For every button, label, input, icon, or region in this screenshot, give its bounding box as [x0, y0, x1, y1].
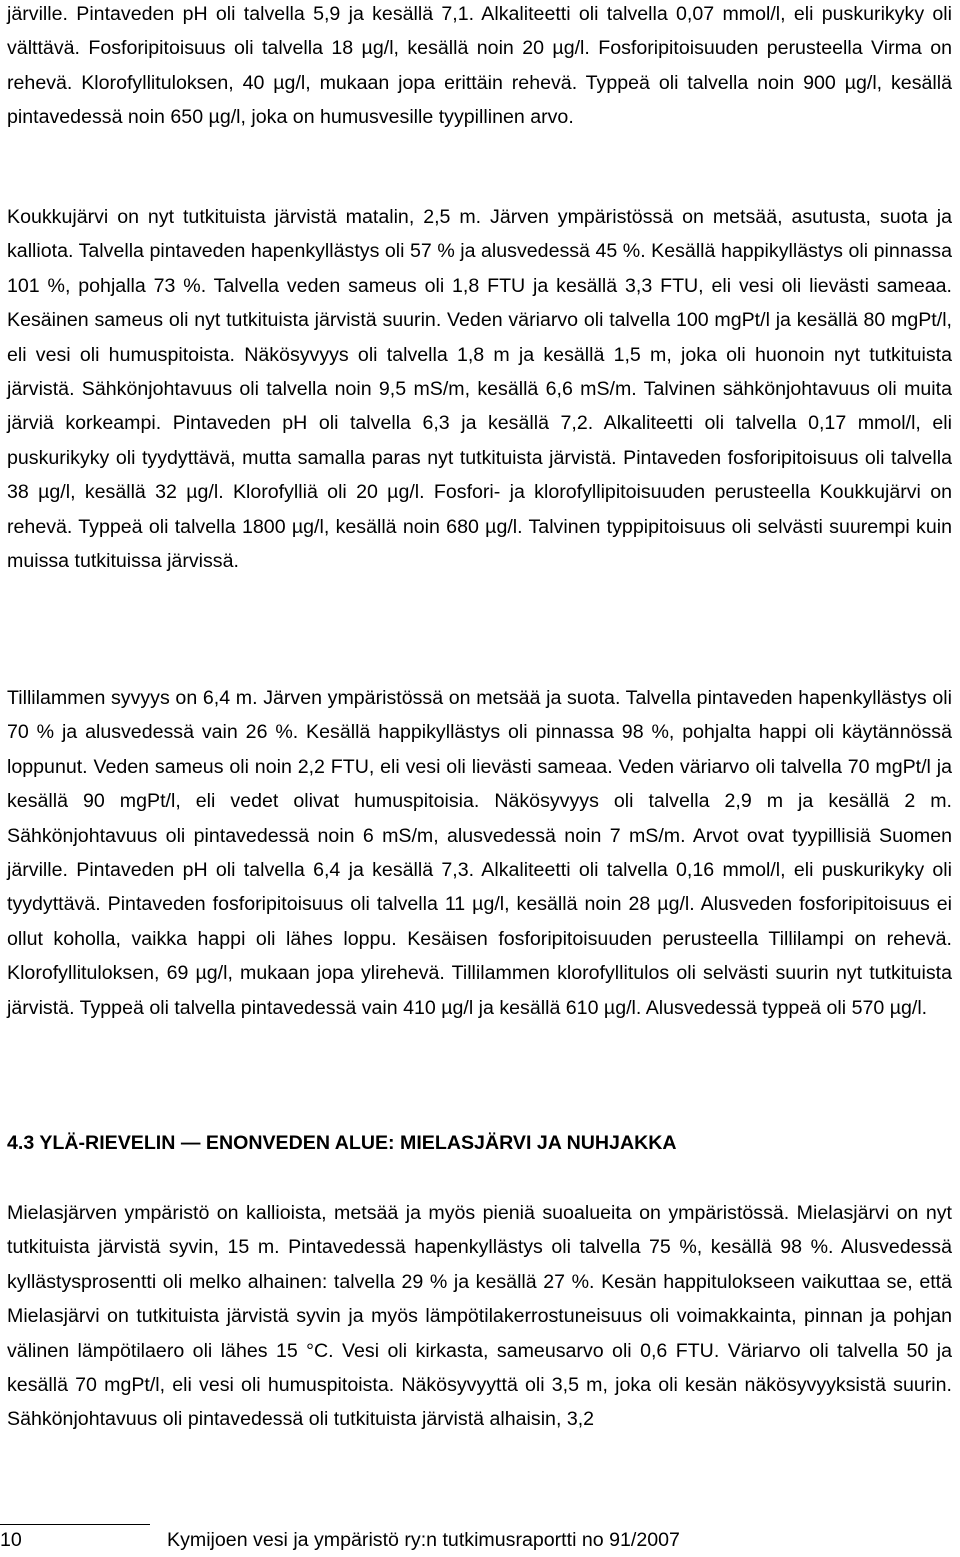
section-heading: 4.3 YLÄ-RIEVELIN — ENONVEDEN ALUE: MIELASJÄRVI JA NUHJAKKA — [7, 1132, 677, 1154]
paragraph-tillilampi: Tillilammen syvyys on 6,4 m. Järven ympäristössä on metsää ja suota. Talvella pintaveden hapenkyllästys oli 70 % ja alusvedessä vain 26 %. Kesällä happikyllästys oli pinnassa 98 %, pohjalta happi oli käytännössä loppunut. Veden sameus oli noin 2,2 FTU, eli vesi oli lievästi sameaa. Veden väriarvo oli talvella 70 mgPt/l ja kesällä 90 mgPt/l, eli vedet olivat humuspitoisia. Näkösyvyys oli talvella 2,9 m ja kesällä 2 m. Sähkönjohtavuus oli pintavedessä noin 6 mS/m, alusvedessä noin 7 mS/m. Arvot ovat tyypillisiä Suomen järville. Pintaveden pH oli talvella 6,4 ja kesällä 7,3. Alkaliteetti oli talvella 0,16 mmol/l, eli puskurikyky oli tyydyttävä. Pintaveden fosforipitoisuus oli talvella 11 µg/l, kesällä noin 28 µg/l. Alusveden fosforipitoisuus ei ollut koholla, vaikka happi oli lähes loppu. Kesäisen fosforipitoisuuden perusteella Tillilampi on rehevä. Klorofyllituloksen, 69 µg/l, mukaan jopa ylirehevä. Tillilammen klorofyllitulos oli selvästi suurin nyt tutkituista järvistä. Typpeä oli talvella pintavedessä vain 410 µg/l ja kesällä 610 µg/l. Alusvedessä typpeä oli 570 µg/l. — [7, 687, 952, 1019]
footer-divider — [0, 1524, 150, 1525]
footer-report-title: Kymijoen vesi ja ympäristö ry:n tutkimusraportti no 91/2007 — [167, 1529, 680, 1551]
paragraph-virma: järville. Pintaveden pH oli talvella 5,9 ja kesällä 7,1. Alkaliteetti oli talvella 0,07 mmol/l, eli puskurikyky oli välttävä. Fosforipitoisuus oli talvella 18 µg/l, kesällä noin 20 µg/l. Fosforipitoisuuden perusteella Virma on rehevä. Klorofyllituloksen, 40 µg/l, mukaan jopa erittäin rehevä. Typpeä oli talvella noin 900 µg/l, kesällä pintavedessä noin 650 µg/l, joka on humusvesille tyypillinen arvo. — [7, 3, 952, 129]
paragraph-koukkujarvi: Koukkujärvi on nyt tutkituista järvistä matalin, 2,5 m. Järven ympäristössä on metsää, asutusta, suota ja kalliota. Talvella pintaveden hapenkyllästys oli 57 % ja alusvedessä 45 %. Kesällä happikyllästys oli pinnassa 101 %, pohjalla 73 %. Talvella veden sameus oli 1,8 FTU ja kesällä 3,3 FTU, eli vesi oli lievästi sameaa. Kesäinen sameus oli nyt tutkituista järvistä suurin. Veden väriarvo oli talvella 100 mgPt/l ja kesällä 80 mgPt/l, eli vesi oli humuspitoista. Näkösyvyys oli talvella 1,8 m ja kesällä 1,5 m, joka oli huonoin nyt tutkituista järvistä. Sähkönjohtavuus oli talvella noin 9,5 mS/m, kesällä 6,6 mS/m. Talvinen sähkönjohtavuus oli muita järviä korkeampi. Pintaveden pH oli talvella 6,3 ja kesällä 7,2. Alkaliteetti oli talvella 0,17 mmol/l, eli puskurikyky oli tyydyttävä, mutta samalla paras nyt tutkituista järvistä. Pintaveden fosforipitoisuus oli talvella 38 µg/l, kesällä 32 µg/l. Klorofylliä oli 20 µg/l. Fosfori- ja klorofyllipitoisuuden perusteella Koukkujärvi on rehevä. Typpeä oli talvella 1800 µg/l, kesällä noin 680 µg/l. Talvinen typpipitoisuus oli selvästi suurempi kuin muissa tutkituissa järvissä. — [7, 206, 952, 573]
page-number: 10 — [0, 1529, 22, 1551]
paragraph-mielasjarvi: Mielasjärven ympäristö on kallioista, metsää ja myös pieniä suoalueita on ympäristössä. Mielasjärvi on nyt tutkituista järvistä syvin, 15 m. Pintavedessä hapenkyllästys oli talvella 75 %, kesällä 98 %. Alusvedessä kyllästysprosentti oli melko alhainen: talvella 29 % ja kesällä 27 %. Kesän happitulokseen vaikuttaa se, että Mielasjärvi on tutkituista järvistä syvin ja myös lämpötilakerrostuneisuus oli voimakkainta, pinnan ja pohjan välinen lämpötilaero oli lähes 15 °C. Vesi oli kirkasta, sameusarvo oli 0,6 FTU. Väriarvo oli talvella 50 ja kesällä 70 mgPt/l, eli vesi oli humuspitoista. Näkösyvyyttä oli 3,5 m, joka oli kesän näkösyvyyksistä suurin. Sähkönjohtavuus oli pintavedessä oli tutkituista järvistä alhaisin, 3,2 — [7, 1202, 952, 1431]
